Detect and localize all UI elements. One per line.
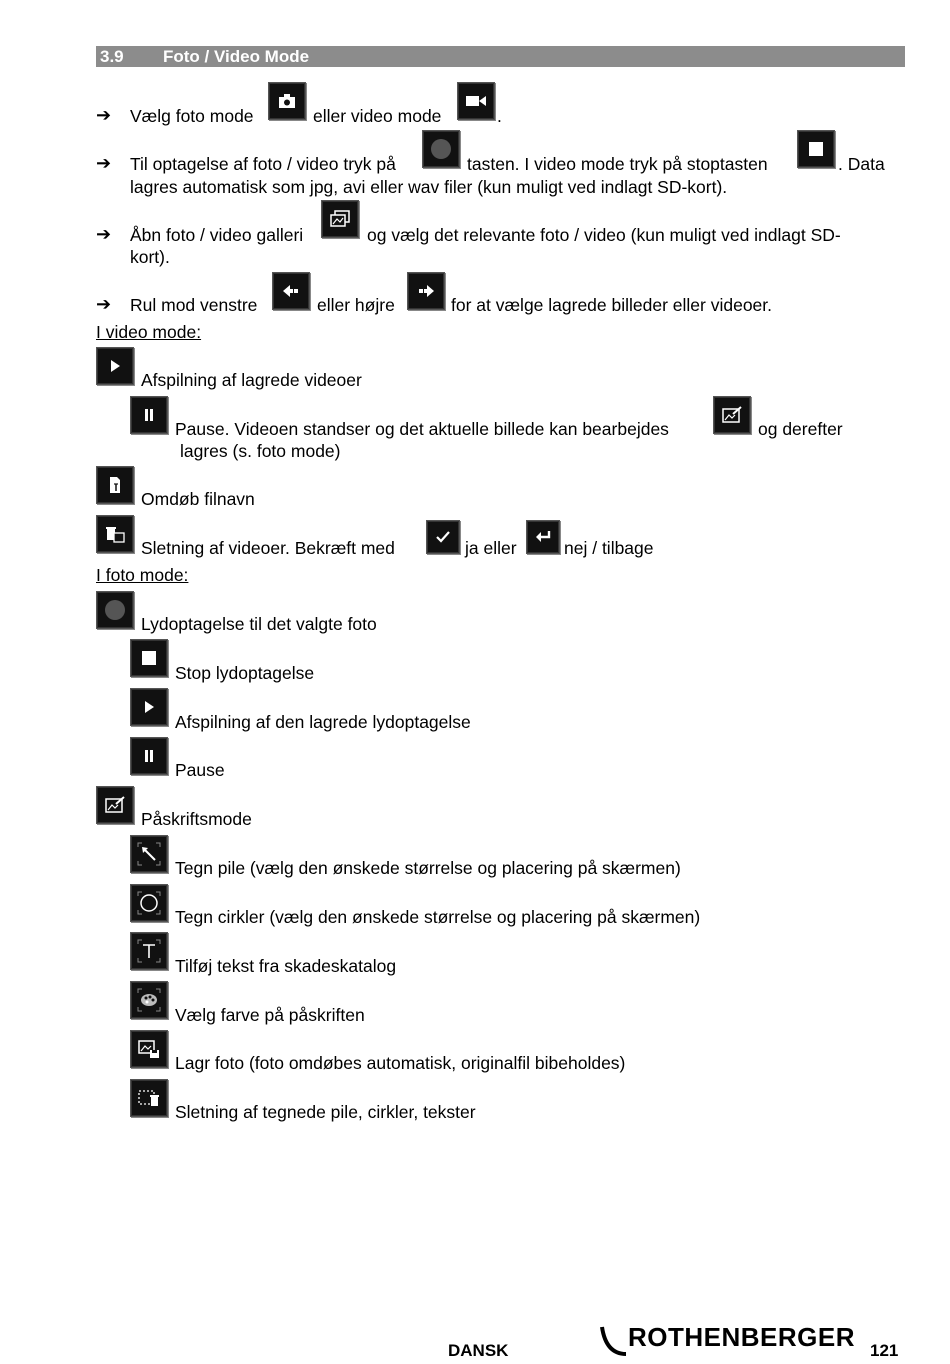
photo-text-text: Tilføj tekst fra skadeskatalog	[175, 956, 397, 976]
bullet-4-text-a: Rul mod venstre	[130, 295, 258, 315]
photo-mode-heading: I foto mode:	[96, 565, 189, 585]
photo-circles-text: Tegn cirkler (vælg den ønskede størrelse og placering på skærmen)	[175, 907, 701, 927]
bullet-arrow-icon: ➔	[96, 105, 112, 125]
video-pause-text-a: Pause. Videoen standser og det aktuelle billede kan bearbejdes	[175, 419, 669, 439]
bullet-arrow-icon: ➔	[96, 294, 112, 314]
bullet-3-line-2: kort).	[130, 247, 170, 267]
video-mode-heading: I video mode:	[96, 322, 202, 342]
color-palette-icon	[130, 981, 168, 1019]
pause-icon	[130, 737, 168, 775]
arrow-left-icon	[272, 272, 310, 310]
photo-stop-text: Stop lydoptagelse	[175, 663, 315, 683]
clear-drawing-icon	[130, 1079, 168, 1117]
bullet-4-text-c: for at vælge lagrede billeder eller videoer.	[451, 295, 773, 315]
annotate-image-icon	[96, 786, 134, 824]
bullet-1-text-c: .	[497, 106, 502, 126]
pause-icon	[130, 396, 168, 434]
photo-play-text: Afspilning af den lagrede lydoptagelse	[175, 712, 471, 732]
section-header	[96, 46, 905, 67]
rename-file-icon	[96, 466, 134, 504]
footer-language: DANSK	[448, 1341, 509, 1360]
bullet-3-text-b: og vælg det relevante foto / video (kun muligt ved indlagt SD-	[367, 225, 841, 245]
page-number: 121	[870, 1341, 899, 1360]
photo-annotate-text: Påskriftsmode	[141, 809, 252, 829]
play-icon	[130, 688, 168, 726]
camera-icon	[268, 82, 306, 120]
draw-arrow-icon	[130, 835, 168, 873]
video-play-text: Afspilning af lagrede videoer	[141, 370, 362, 390]
video-pause-text-b: og derefter	[758, 419, 843, 439]
bullet-1-text-a: Vælg foto mode	[130, 106, 254, 126]
bullet-3-text-a: Åbn foto / video galleri	[130, 225, 304, 245]
video-rename-text: Omdøb filnavn	[141, 489, 255, 509]
draw-circle-icon	[130, 884, 168, 922]
confirm-check-icon	[426, 520, 460, 554]
bullet-2-text-c: . Data	[838, 154, 885, 174]
bullet-arrow-icon: ➔	[96, 224, 112, 244]
record-icon	[96, 591, 134, 629]
stop-icon	[797, 130, 835, 168]
photo-arrows-text: Tegn pile (vælg den ønskede størrelse og placering på skærmen)	[175, 858, 681, 878]
gallery-icon	[321, 200, 359, 238]
photo-pause-text: Pause	[175, 760, 225, 780]
photo-color-text: Vælg farve på påskriften	[175, 1005, 365, 1025]
photo-save-text: Lagr foto (foto omdøbes automatisk, originalfil bibeholdes)	[175, 1053, 626, 1073]
bullet-arrow-icon: ➔	[96, 153, 112, 173]
photo-record-text: Lydoptagelse til det valgte foto	[141, 614, 377, 634]
brand-swoosh-icon	[598, 1324, 628, 1358]
bullet-4-text-b: eller højre	[317, 295, 395, 315]
back-return-icon	[526, 520, 560, 554]
brand-name: ROTHENBERGER	[628, 1322, 856, 1352]
record-icon	[422, 130, 460, 168]
bullet-2-text-b: tasten. I video mode tryk på stoptasten	[467, 154, 768, 174]
bullet-2-text-a: Til optagelse af foto / video tryk på	[130, 154, 396, 174]
section-title: Foto / Video Mode	[163, 47, 310, 66]
section-number: 3.9	[100, 47, 124, 66]
video-pause-line-2: lagres (s. foto mode)	[180, 441, 341, 461]
stop-icon	[130, 639, 168, 677]
bullet-2-line-2: lagres automatisk som jpg, avi eller wav filer (kun muligt ved indlagt SD-kort).	[130, 177, 728, 197]
bullet-1-text-b: eller video mode	[313, 106, 442, 126]
delete-video-icon	[96, 515, 134, 553]
save-photo-icon	[130, 1030, 168, 1068]
brand-logo	[598, 1322, 856, 1360]
play-icon	[96, 347, 134, 385]
photo-clear-text: Sletning af tegnede pile, cirkler, tekster	[175, 1102, 476, 1122]
video-delete-text-b: ja eller	[465, 538, 517, 558]
video-camera-icon	[457, 82, 495, 120]
annotate-image-icon	[713, 396, 751, 434]
video-delete-text-c: nej / tilbage	[564, 538, 654, 558]
text-tool-icon	[130, 932, 168, 970]
video-delete-text-a: Sletning af videoer. Bekræft med	[141, 538, 395, 558]
arrow-right-icon	[407, 272, 445, 310]
